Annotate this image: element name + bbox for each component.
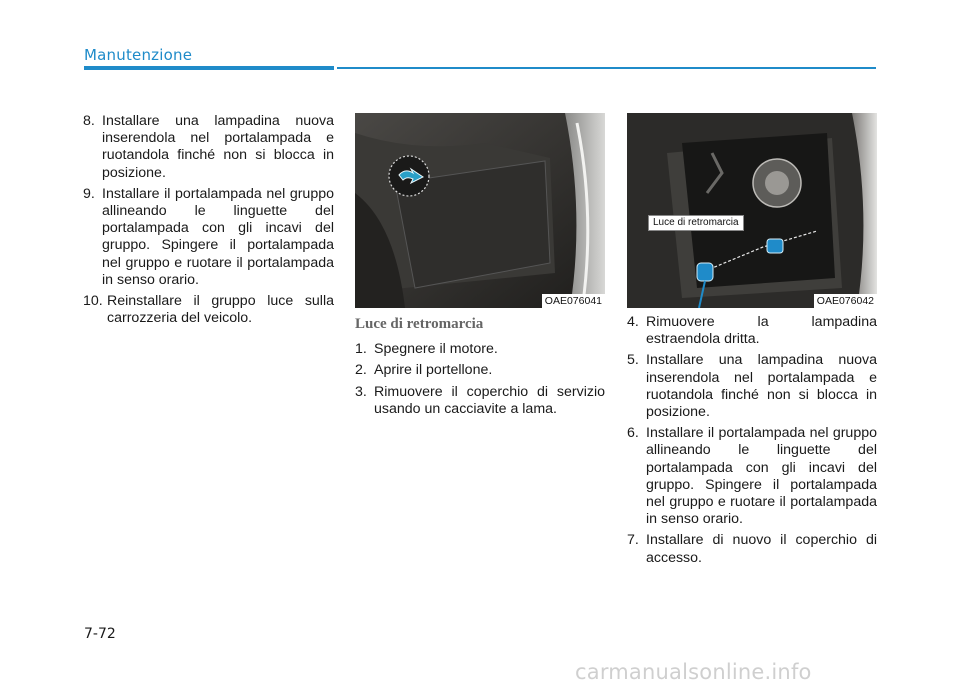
step-number: 9. [83, 185, 95, 202]
step-item [355, 384, 605, 418]
step-text: Rimuovere la lampadina estraendola dritta. [646, 314, 877, 348]
step-text: Installare una lampadina nuova inserendola nel portalampada e ruotandola finché non si blocca in posizione. [646, 352, 877, 421]
figure-code: OAE076042 [814, 294, 877, 308]
middle-column [355, 314, 605, 422]
figure-callout: Luce di retromarcia [648, 215, 744, 231]
step-text: Spegnere il motore. [374, 341, 498, 358]
step-item [355, 341, 605, 358]
step-text: Aprire il portellone. [374, 362, 493, 379]
service-cover-illustration [355, 113, 605, 308]
header-rule-thick [84, 66, 334, 70]
figure-service-cover [355, 113, 605, 308]
step-item [627, 425, 877, 528]
step-number: 5. [627, 352, 639, 369]
step-number: 2. [355, 362, 367, 379]
left-column [83, 113, 334, 331]
figure-code: OAE076041 [542, 294, 605, 308]
step-text: Rimuovere il coperchio di servizio usando un cacciavite a lama. [374, 383, 605, 417]
step-text: Installare il portalampada nel gruppo allineando le linguette del portalampada con gli incavi del gruppo. Spingere il portalampada nel gruppo e ruotare il portalampada in senso orario. [646, 425, 877, 528]
step-text: Reinstallare il gruppo luce sulla carrozzeria del veicolo. [107, 293, 334, 327]
step-item [627, 314, 877, 348]
page-number: 7-72 [84, 626, 116, 642]
right-column [627, 314, 877, 571]
step-number: 8. [83, 113, 95, 129]
step-number: 7. [627, 532, 639, 549]
step-item [627, 532, 877, 566]
step-number: 3. [355, 383, 367, 400]
step-number: 4. [627, 314, 639, 330]
step-item [355, 362, 605, 379]
step-number: 6. [627, 425, 639, 442]
step-item [83, 113, 334, 182]
step-number: 10. [83, 293, 103, 310]
step-text: Installare di nuovo il coperchio di accesso. [646, 532, 877, 566]
header-rule-thin [337, 67, 876, 69]
watermark: carmanualsonline.info [575, 660, 812, 684]
step-item [627, 352, 877, 421]
step-text: Installare una lampadina nuova inserendola nel portalampada e ruotandola finché non si blocca in posizione. [102, 113, 334, 181]
figure-bulb-removal [627, 113, 877, 308]
header-title: Manutenzione [84, 46, 193, 64]
step-text: Installare il portalampada nel gruppo allineando le linguette del portalampada con gli incavi del gruppo. Spingere il portalampada nel gruppo e ruotare il portalampada in senso orario. [102, 185, 334, 288]
section-heading: Luce di retromarcia [355, 316, 484, 332]
step-item [83, 186, 334, 289]
step-item [83, 293, 334, 327]
step-number: 1. [355, 341, 367, 358]
bulb-removal-illustration [627, 113, 877, 308]
